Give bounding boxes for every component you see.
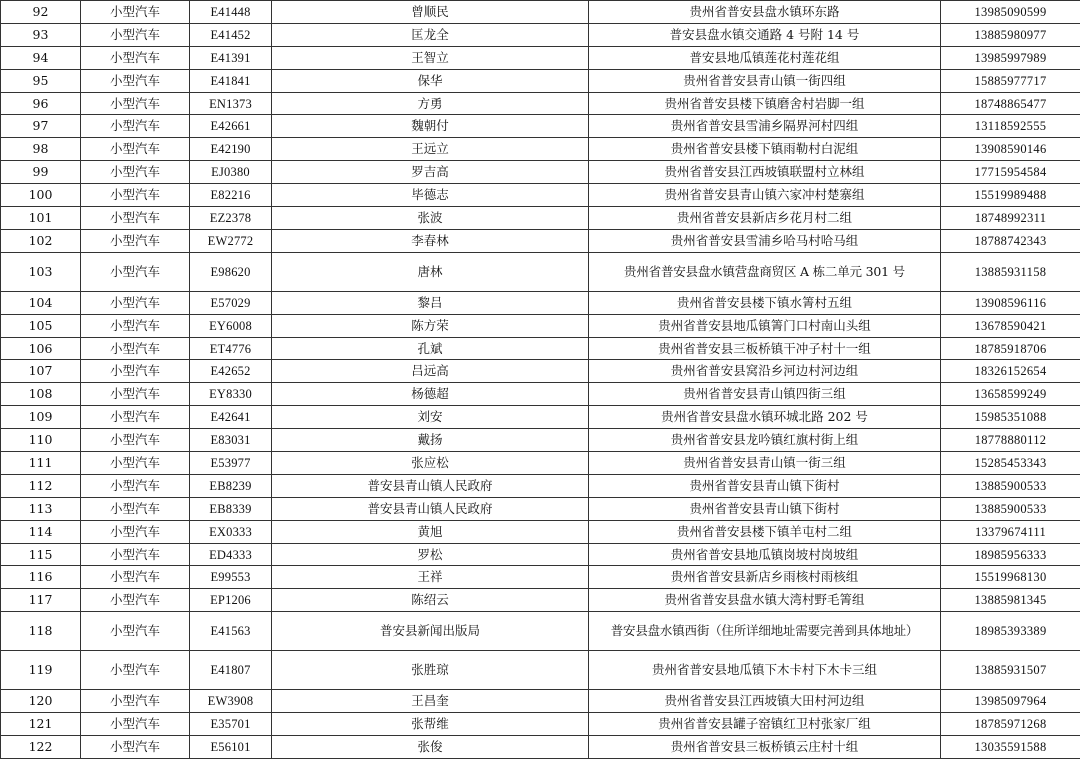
vehicle-type-cell: 小型汽车	[81, 452, 190, 475]
phone-number-cell: 18985393389	[941, 612, 1080, 651]
table-body	[1, 1, 1080, 759]
table-row	[1, 651, 1080, 690]
address-cell: 普安县盘水镇西街（住所详细地址需要完善到具体地址）	[589, 612, 941, 651]
address-cell: 贵州省普安县青山镇一街三组	[589, 452, 941, 475]
address-cell: 贵州省普安县盘水镇环城北路 202 号	[589, 406, 941, 429]
owner-name-cell: 唐林	[272, 252, 589, 291]
plate-number-cell: EN1373	[190, 92, 272, 115]
owner-name-cell: 普安县青山镇人民政府	[272, 497, 589, 520]
plate-number-cell: E42661	[190, 115, 272, 138]
plate-number-cell: E56101	[190, 736, 272, 759]
row-number-cell: 121	[1, 713, 81, 736]
owner-name-cell: 吕远高	[272, 360, 589, 383]
vehicle-type-cell: 小型汽车	[81, 543, 190, 566]
owner-name-cell: 方勇	[272, 92, 589, 115]
plate-number-cell: E42641	[190, 406, 272, 429]
owner-name-cell: 普安县新闻出版局	[272, 612, 589, 651]
vehicle-type-cell: 小型汽车	[81, 69, 190, 92]
vehicle-type-cell: 小型汽车	[81, 92, 190, 115]
table-row	[1, 474, 1080, 497]
owner-name-cell: 孔斌	[272, 337, 589, 360]
plate-number-cell: E98620	[190, 252, 272, 291]
owner-name-cell: 罗松	[272, 543, 589, 566]
address-cell: 贵州省普安县地瓜镇下木卡村下木卡三组	[589, 651, 941, 690]
row-number-cell: 97	[1, 115, 81, 138]
phone-number-cell: 13885900533	[941, 497, 1080, 520]
address-cell: 贵州省普安县三板桥镇干冲子村十一组	[589, 337, 941, 360]
row-number-cell: 122	[1, 736, 81, 759]
owner-name-cell: 陈方荣	[272, 314, 589, 337]
owner-name-cell: 张俊	[272, 736, 589, 759]
phone-number-cell: 13885980977	[941, 23, 1080, 46]
plate-number-cell: E41807	[190, 651, 272, 690]
owner-name-cell: 王祥	[272, 566, 589, 589]
row-number-cell: 103	[1, 252, 81, 291]
vehicle-type-cell: 小型汽车	[81, 429, 190, 452]
phone-number-cell: 15885977717	[941, 69, 1080, 92]
phone-number-cell: 13908596116	[941, 291, 1080, 314]
address-cell: 贵州省普安县青山镇六家冲村楚寨组	[589, 184, 941, 207]
table-row	[1, 23, 1080, 46]
row-number-cell: 118	[1, 612, 81, 651]
vehicle-type-cell: 小型汽车	[81, 314, 190, 337]
plate-number-cell: EX0333	[190, 520, 272, 543]
owner-name-cell: 毕德志	[272, 184, 589, 207]
phone-number-cell: 13678590421	[941, 314, 1080, 337]
table-row	[1, 360, 1080, 383]
plate-number-cell: E35701	[190, 713, 272, 736]
address-cell: 贵州省普安县地瓜镇箐门口村南山头组	[589, 314, 941, 337]
vehicle-type-cell: 小型汽车	[81, 252, 190, 291]
row-number-cell: 100	[1, 184, 81, 207]
owner-name-cell: 戴扬	[272, 429, 589, 452]
vehicle-type-cell: 小型汽车	[81, 690, 190, 713]
owner-name-cell: 曾顺民	[272, 1, 589, 24]
table-row	[1, 337, 1080, 360]
phone-number-cell: 18785971268	[941, 713, 1080, 736]
table-row	[1, 207, 1080, 230]
vehicle-type-cell: 小型汽车	[81, 360, 190, 383]
address-cell: 贵州省普安县楼下镇磨舍村岩脚一组	[589, 92, 941, 115]
phone-number-cell: 13885981345	[941, 589, 1080, 612]
plate-number-cell: EJ0380	[190, 161, 272, 184]
owner-name-cell: 罗吉高	[272, 161, 589, 184]
phone-number-cell: 13379674111	[941, 520, 1080, 543]
vehicle-type-cell: 小型汽车	[81, 612, 190, 651]
plate-number-cell: EY8330	[190, 383, 272, 406]
table-row	[1, 543, 1080, 566]
row-number-cell: 113	[1, 497, 81, 520]
phone-number-cell: 15985351088	[941, 406, 1080, 429]
phone-number-cell: 13885931507	[941, 651, 1080, 690]
phone-number-cell: 13985997989	[941, 46, 1080, 69]
row-number-cell: 108	[1, 383, 81, 406]
phone-number-cell: 15519989488	[941, 184, 1080, 207]
plate-number-cell: E41563	[190, 612, 272, 651]
phone-number-cell: 15285453343	[941, 452, 1080, 475]
table-row	[1, 497, 1080, 520]
plate-number-cell: E41841	[190, 69, 272, 92]
plate-number-cell: E82216	[190, 184, 272, 207]
owner-name-cell: 杨德超	[272, 383, 589, 406]
owner-name-cell: 魏朝付	[272, 115, 589, 138]
phone-number-cell: 17715954584	[941, 161, 1080, 184]
owner-name-cell: 匡龙全	[272, 23, 589, 46]
plate-number-cell: E57029	[190, 291, 272, 314]
address-cell: 贵州省普安县青山镇四街三组	[589, 383, 941, 406]
phone-number-cell: 13908590146	[941, 138, 1080, 161]
address-cell: 贵州省普安县盘水镇营盘商贸区 A 栋二单元 301 号	[589, 252, 941, 291]
owner-name-cell: 黄旭	[272, 520, 589, 543]
address-cell: 贵州省普安县地瓜镇岗坡村岗坡组	[589, 543, 941, 566]
row-number-cell: 112	[1, 474, 81, 497]
vehicle-type-cell: 小型汽车	[81, 138, 190, 161]
row-number-cell: 93	[1, 23, 81, 46]
owner-name-cell: 王智立	[272, 46, 589, 69]
address-cell: 贵州省普安县盘水镇环东路	[589, 1, 941, 24]
vehicle-type-cell: 小型汽车	[81, 115, 190, 138]
table-row	[1, 612, 1080, 651]
plate-number-cell: E99553	[190, 566, 272, 589]
phone-number-cell: 13035591588	[941, 736, 1080, 759]
row-number-cell: 109	[1, 406, 81, 429]
table-row	[1, 690, 1080, 713]
vehicle-type-cell: 小型汽车	[81, 337, 190, 360]
address-cell: 普安县盘水镇交通路 4 号附 14 号	[589, 23, 941, 46]
plate-number-cell: EB8339	[190, 497, 272, 520]
row-number-cell: 105	[1, 314, 81, 337]
vehicle-type-cell: 小型汽车	[81, 589, 190, 612]
vehicle-type-cell: 小型汽车	[81, 520, 190, 543]
table-row	[1, 229, 1080, 252]
address-cell: 贵州省普安县龙吟镇红旗村街上组	[589, 429, 941, 452]
vehicle-type-cell: 小型汽车	[81, 229, 190, 252]
plate-number-cell: E41448	[190, 1, 272, 24]
row-number-cell: 116	[1, 566, 81, 589]
phone-number-cell: 13985097964	[941, 690, 1080, 713]
row-number-cell: 92	[1, 1, 81, 24]
row-number-cell: 119	[1, 651, 81, 690]
owner-name-cell: 保华	[272, 69, 589, 92]
row-number-cell: 111	[1, 452, 81, 475]
phone-number-cell: 18788742343	[941, 229, 1080, 252]
phone-number-cell: 18326152654	[941, 360, 1080, 383]
row-number-cell: 107	[1, 360, 81, 383]
address-cell: 贵州省普安县楼下镇水箐村五组	[589, 291, 941, 314]
phone-number-cell: 13885931158	[941, 252, 1080, 291]
table-row	[1, 161, 1080, 184]
table-row	[1, 138, 1080, 161]
address-cell: 贵州省普安县青山镇下街村	[589, 497, 941, 520]
table-row	[1, 184, 1080, 207]
row-number-cell: 94	[1, 46, 81, 69]
address-cell: 贵州省普安县青山镇一街四组	[589, 69, 941, 92]
vehicle-type-cell: 小型汽车	[81, 46, 190, 69]
plate-number-cell: EW2772	[190, 229, 272, 252]
vehicle-type-cell: 小型汽车	[81, 161, 190, 184]
row-number-cell: 115	[1, 543, 81, 566]
table-row	[1, 406, 1080, 429]
table-row	[1, 736, 1080, 759]
table-row	[1, 566, 1080, 589]
plate-number-cell: EP1206	[190, 589, 272, 612]
owner-name-cell: 普安县青山镇人民政府	[272, 474, 589, 497]
phone-number-cell: 13658599249	[941, 383, 1080, 406]
plate-number-cell: EZ2378	[190, 207, 272, 230]
vehicle-type-cell: 小型汽车	[81, 651, 190, 690]
address-cell: 贵州省普安县雪浦乡哈马村哈马组	[589, 229, 941, 252]
phone-number-cell: 13885900533	[941, 474, 1080, 497]
owner-name-cell: 张胜琼	[272, 651, 589, 690]
vehicle-type-cell: 小型汽车	[81, 736, 190, 759]
phone-number-cell: 18778880112	[941, 429, 1080, 452]
owner-name-cell: 李春林	[272, 229, 589, 252]
address-cell: 贵州省普安县三板桥镇云庄村十组	[589, 736, 941, 759]
table-row	[1, 252, 1080, 291]
row-number-cell: 102	[1, 229, 81, 252]
vehicle-type-cell: 小型汽车	[81, 566, 190, 589]
table-row	[1, 1, 1080, 24]
address-cell: 贵州省普安县新店乡花月村二组	[589, 207, 941, 230]
table-row	[1, 713, 1080, 736]
table-row	[1, 115, 1080, 138]
vehicle-type-cell: 小型汽车	[81, 406, 190, 429]
vehicle-type-cell: 小型汽车	[81, 207, 190, 230]
row-number-cell: 110	[1, 429, 81, 452]
owner-name-cell: 张帮维	[272, 713, 589, 736]
plate-number-cell: E83031	[190, 429, 272, 452]
table-row	[1, 46, 1080, 69]
vehicle-type-cell: 小型汽车	[81, 291, 190, 314]
plate-number-cell: EY6008	[190, 314, 272, 337]
plate-number-cell: ED4333	[190, 543, 272, 566]
plate-number-cell: EB8239	[190, 474, 272, 497]
table-row	[1, 520, 1080, 543]
plate-number-cell: E42652	[190, 360, 272, 383]
address-cell: 贵州省普安县青山镇下街村	[589, 474, 941, 497]
table-row	[1, 383, 1080, 406]
vehicle-type-cell: 小型汽车	[81, 497, 190, 520]
owner-name-cell: 王远立	[272, 138, 589, 161]
row-number-cell: 98	[1, 138, 81, 161]
address-cell: 贵州省普安县窝沿乡河边村河边组	[589, 360, 941, 383]
address-cell: 贵州省普安县新店乡雨核村雨核组	[589, 566, 941, 589]
owner-name-cell: 张波	[272, 207, 589, 230]
plate-number-cell: E41452	[190, 23, 272, 46]
table-row	[1, 429, 1080, 452]
row-number-cell: 104	[1, 291, 81, 314]
plate-number-cell: ET4776	[190, 337, 272, 360]
vehicle-type-cell: 小型汽车	[81, 1, 190, 24]
table-row	[1, 92, 1080, 115]
address-cell: 贵州省普安县楼下镇羊屯村二组	[589, 520, 941, 543]
address-cell: 普安县地瓜镇莲花村莲花组	[589, 46, 941, 69]
vehicle-type-cell: 小型汽车	[81, 713, 190, 736]
table-row	[1, 589, 1080, 612]
address-cell: 贵州省普安县盘水镇大湾村野毛箐组	[589, 589, 941, 612]
phone-number-cell: 18785918706	[941, 337, 1080, 360]
row-number-cell: 101	[1, 207, 81, 230]
phone-number-cell: 18748992311	[941, 207, 1080, 230]
owner-name-cell: 刘安	[272, 406, 589, 429]
address-cell: 贵州省普安县楼下镇雨勒村白泥组	[589, 138, 941, 161]
phone-number-cell: 18748865477	[941, 92, 1080, 115]
plate-number-cell: E53977	[190, 452, 272, 475]
row-number-cell: 120	[1, 690, 81, 713]
table-row	[1, 291, 1080, 314]
vehicle-type-cell: 小型汽车	[81, 383, 190, 406]
address-cell: 贵州省普安县雪浦乡隔界河村四组	[589, 115, 941, 138]
owner-name-cell: 黎吕	[272, 291, 589, 314]
table-row	[1, 452, 1080, 475]
phone-number-cell: 18985956333	[941, 543, 1080, 566]
owner-name-cell: 陈绍云	[272, 589, 589, 612]
plate-number-cell: E42190	[190, 138, 272, 161]
phone-number-cell: 13118592555	[941, 115, 1080, 138]
plate-number-cell: EW3908	[190, 690, 272, 713]
owner-name-cell: 王昌奎	[272, 690, 589, 713]
phone-number-cell: 15519968130	[941, 566, 1080, 589]
row-number-cell: 106	[1, 337, 81, 360]
table-row	[1, 314, 1080, 337]
vehicle-type-cell: 小型汽车	[81, 23, 190, 46]
owner-name-cell: 张应松	[272, 452, 589, 475]
phone-number-cell: 13985090599	[941, 1, 1080, 24]
row-number-cell: 114	[1, 520, 81, 543]
vehicle-type-cell: 小型汽车	[81, 474, 190, 497]
address-cell: 贵州省普安县江西坡镇联盟村立林组	[589, 161, 941, 184]
table-row	[1, 69, 1080, 92]
address-cell: 贵州省普安县江西坡镇大田村河边组	[589, 690, 941, 713]
row-number-cell: 117	[1, 589, 81, 612]
row-number-cell: 95	[1, 69, 81, 92]
vehicle-type-cell: 小型汽车	[81, 184, 190, 207]
row-number-cell: 96	[1, 92, 81, 115]
row-number-cell: 99	[1, 161, 81, 184]
plate-number-cell: E41391	[190, 46, 272, 69]
address-cell: 贵州省普安县罐子窑镇红卫村张家厂组	[589, 713, 941, 736]
